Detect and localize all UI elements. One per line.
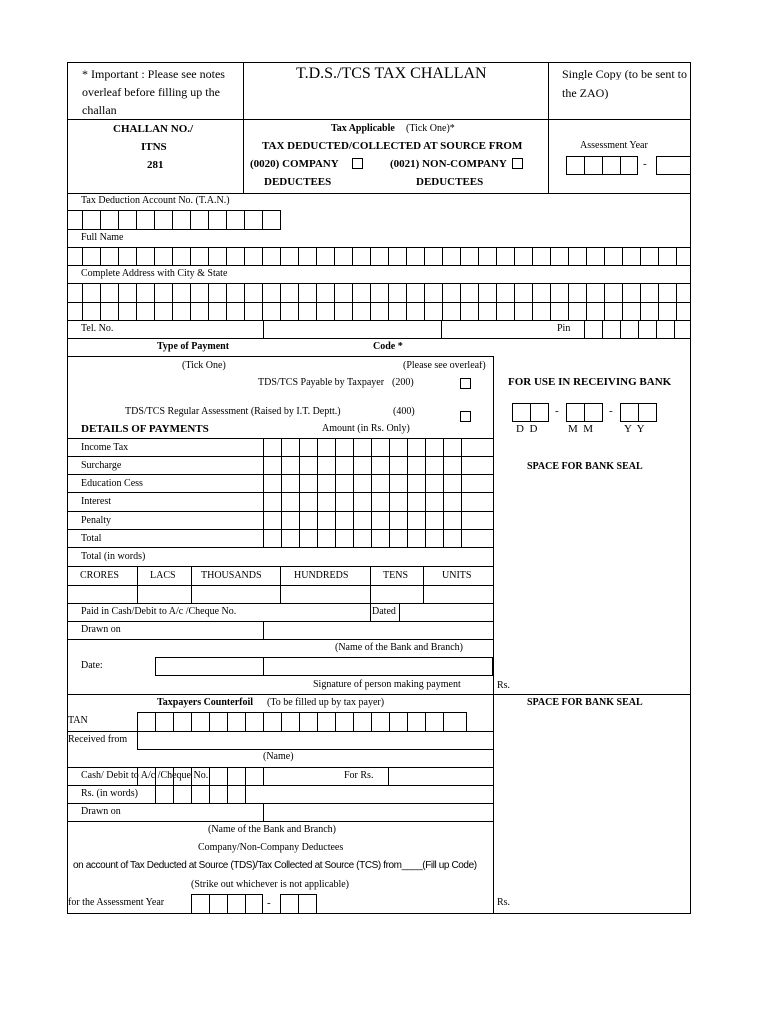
dated-input[interactable]: [400, 603, 493, 622]
bank-month-field[interactable]: [566, 403, 603, 422]
date-label: Date:: [81, 660, 103, 671]
tax-applicable-label: Tax Applicable: [331, 123, 395, 134]
address-input[interactable]: [67, 283, 691, 321]
assessment-year-end-field[interactable]: [656, 156, 691, 175]
company-code-label[interactable]: (0020) COMPANY: [250, 158, 339, 170]
tan-label: Tax Deduction Account No. (T.A.N.): [81, 195, 230, 206]
tick-one-label: (Tick One): [182, 360, 226, 371]
counterfoil-tan-label: TAN: [68, 715, 88, 726]
counterfoil-ay-dash: -: [267, 897, 271, 909]
rs-in-words-label: Rs. (in words): [81, 788, 138, 799]
full-name-input[interactable]: [67, 247, 691, 266]
tel-input[interactable]: [263, 320, 442, 339]
name-caption: (Name): [263, 751, 294, 762]
counterfoil-subheading: (To be filled up by tax payer): [267, 697, 385, 708]
row-education-cess: Education Cess: [81, 478, 143, 489]
regular-assessment-label: TDS/TCS Regular Assessment (Raised by I.T. Deptt.): [125, 406, 341, 417]
bank-yy-label: Y Y: [624, 423, 645, 435]
company-checkbox[interactable]: [352, 158, 363, 169]
row-surcharge: Surcharge: [81, 460, 122, 471]
amount-input-grid[interactable]: [263, 438, 493, 548]
cheque-no-input[interactable]: [263, 603, 371, 622]
bank-day-field[interactable]: [512, 403, 549, 422]
itns-label: ITNS: [141, 141, 167, 153]
bank-dd-label: D D: [516, 423, 538, 435]
assessment-year-start-field[interactable]: [566, 156, 638, 175]
bank-mm-label: M M: [568, 423, 594, 435]
amount-heading: Amount (in Rs. Only): [322, 423, 410, 434]
row-penalty: Penalty: [81, 515, 111, 526]
on-account-caption: on account of Tax Deducted at Source (TDS)/Tax Collected at Source (TCS) from____(Fill up Code): [73, 860, 477, 871]
received-from-input[interactable]: [137, 731, 493, 750]
bank-date-dash-2: -: [609, 405, 613, 417]
challan-title: T.D.S./TCS TAX CHALLAN: [296, 65, 487, 82]
row-total-words: Total (in words): [81, 551, 146, 562]
counterfoil-tan-input[interactable]: [137, 712, 467, 732]
paid-in-cash-label: Paid in Cash/Debit to A/c /Cheque No.: [81, 606, 237, 617]
important-note-line-2: overleaf before filling up the: [82, 85, 220, 99]
single-copy-line-2: the ZAO): [562, 86, 609, 100]
counterfoil-drawn-on-label: Drawn on: [81, 806, 121, 817]
row-interest: Interest: [81, 496, 111, 507]
for-rs-input[interactable]: [388, 767, 493, 786]
denom-hundreds: HUNDREDS: [294, 570, 349, 581]
itns-number: 281: [147, 159, 164, 171]
address-label: Complete Address with City & State: [81, 268, 228, 279]
row-total: Total: [81, 533, 102, 544]
noncompany-checkbox[interactable]: [512, 158, 523, 169]
details-heading: DETAILS OF PAYMENTS: [81, 423, 209, 435]
drawn-on-label: Drawn on: [81, 624, 121, 635]
tan-input[interactable]: [67, 210, 281, 230]
challan-no-label: CHALLAN NO./: [113, 123, 194, 135]
pin-label: Pin: [557, 323, 571, 334]
counterfoil-ay-end-field[interactable]: [280, 894, 317, 914]
payable-checkbox[interactable]: [460, 378, 471, 389]
counterfoil-cheque-label: Cash/ Debit to A/c /Cheque No.: [81, 770, 209, 781]
bank-rs-2: Rs.: [497, 897, 511, 908]
denom-crores: CRORES: [80, 570, 119, 581]
noncompany-code-label[interactable]: (0021) NON-COMPANY: [390, 158, 507, 170]
rs-in-words-input[interactable]: [155, 785, 493, 804]
denom-thousands: THOUSANDS: [201, 570, 262, 581]
denom-tens: TENS: [383, 570, 408, 581]
tax-deducted-heading: TAX DEDUCTED/COLLECTED AT SOURCE FROM: [262, 140, 523, 152]
denom-lacs: LACS: [150, 570, 176, 581]
bank-date-dash-1: -: [555, 405, 559, 417]
tel-label: Tel. No.: [81, 323, 114, 334]
counterfoil-ay-start-field[interactable]: [191, 894, 263, 914]
counterfoil-bank-branch-caption: (Name of the Bank and Branch): [208, 824, 337, 835]
drawn-on-input[interactable]: [263, 621, 493, 640]
noncompany-deductees: DEDUCTEES: [416, 176, 484, 188]
single-copy-line-1: Single Copy (to be sent to: [562, 68, 687, 80]
counterfoil-drawn-on-input[interactable]: [263, 803, 493, 822]
regular-assessment-code: (400): [393, 406, 415, 417]
deductees-caption: Company/Non-Company Deductees: [198, 842, 344, 853]
date-input[interactable]: [155, 657, 493, 676]
for-assessment-year-label: for the Assessment Year: [68, 897, 165, 908]
payable-by-taxpayer-label: TDS/TCS Payable by Taxpayer: [258, 378, 385, 388]
important-note-line-1: * Important : Please see notes: [82, 67, 225, 81]
company-deductees: DEDUCTEES: [264, 176, 332, 188]
type-of-payment-label: Type of Payment: [157, 341, 230, 352]
bank-rs-1: Rs.: [497, 680, 511, 691]
dated-label: Dated: [372, 606, 396, 617]
total-words-input[interactable]: [67, 585, 493, 604]
row-income-tax: Income Tax: [81, 442, 129, 453]
pin-input[interactable]: [584, 320, 691, 339]
received-from-label: Received from: [68, 734, 128, 745]
strike-out-caption: (Strike out whichever is not applicable): [191, 879, 350, 890]
full-name-label: Full Name: [81, 232, 124, 243]
regular-assessment-checkbox[interactable]: [460, 411, 471, 422]
payable-code: (200): [392, 377, 414, 388]
bank-seal-space-2: SPACE FOR BANK SEAL: [527, 697, 643, 708]
signature-caption: Signature of person making payment: [313, 679, 461, 690]
denom-units: UNITS: [442, 570, 472, 581]
for-receiving-bank-label: FOR USE IN RECEIVING BANK: [508, 376, 672, 388]
counterfoil-heading: Taxpayers Counterfoil: [157, 697, 254, 708]
bank-branch-caption: (Name of the Bank and Branch): [335, 642, 464, 653]
code-label: Code *: [373, 341, 403, 352]
bank-seal-space-1: SPACE FOR BANK SEAL: [527, 461, 643, 472]
important-note-line-3: challan: [82, 103, 117, 117]
see-overleaf-label: (Please see overleaf): [403, 361, 486, 371]
for-rs-label: For Rs.: [344, 770, 374, 781]
assessment-year-label: Assessment Year: [580, 140, 648, 151]
assessment-year-dash: -: [643, 158, 647, 170]
tax-applicable-tick: (Tick One)*: [406, 123, 455, 134]
bank-year-field[interactable]: [620, 403, 657, 422]
